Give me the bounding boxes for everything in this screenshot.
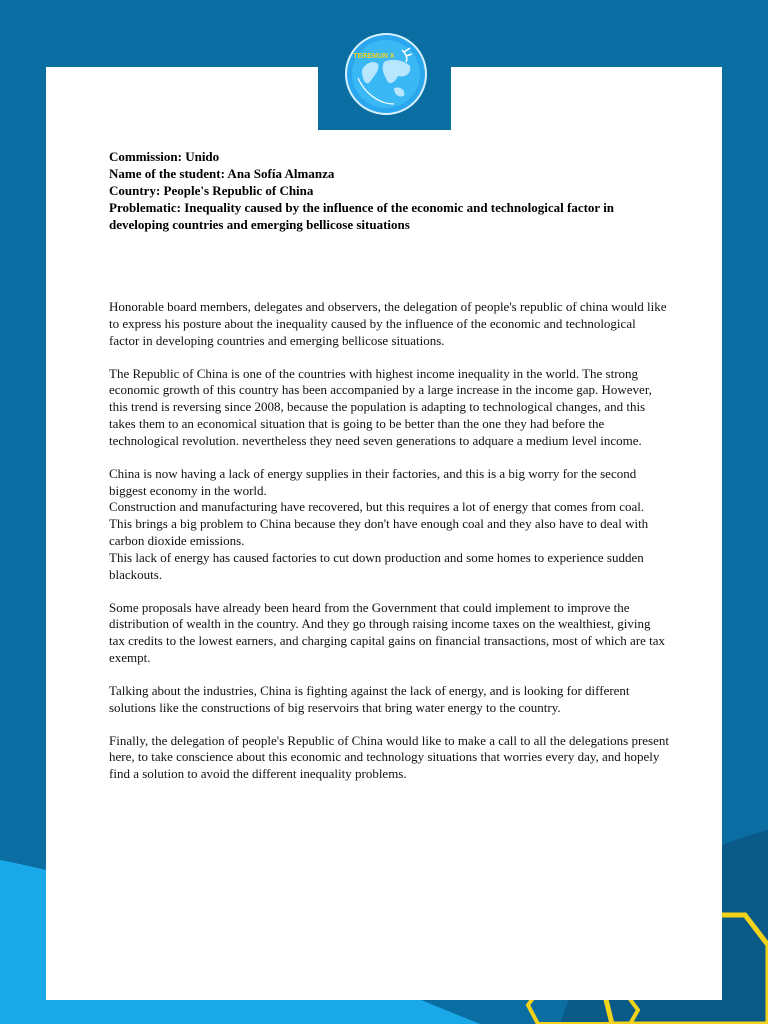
- paragraph-6: [109, 733, 669, 783]
- paragraph-line: Talking about the industries, China is fighting against the lack of energy, and is looking for different solutions like the constructions of big reservoirs that bring water energy to the country.: [109, 682, 630, 715]
- paragraph-line: Finally, the delegation of people's Republic of China would like to make a call to all the delegations present here, to take conscience about this economic and technology situations that worries every day, and hopely find a solution to avoid the different inequality problems.: [109, 732, 669, 782]
- globe-logo-icon: [344, 32, 428, 116]
- document-header: [109, 148, 669, 233]
- logo-text: TEREMUN X: [353, 53, 395, 60]
- paragraph-line: This brings a big problem to China because they don't have enough coal and they also have to deal with carbon dioxide emissions.: [109, 516, 649, 548]
- logo-banner: [318, 22, 451, 130]
- paragraph-5: [109, 683, 669, 717]
- paragraph-1: [109, 299, 669, 349]
- problematic-line: Problematic: Inequality caused by the influence of the economic and technological factor in developing countries and emerging bellicose situations: [109, 200, 615, 232]
- paragraph-line: China is now having a lack of energy supplies in their factories, and this is a big worry for the second biggest economy in the world.: [109, 465, 637, 498]
- paragraph-line: The Republic of China is one of the countries with highest income inequality in the world. The strong economic growth of this country has been accompanied by a large increase in the income gap. However, this trend is reversing since 2008, because the population is adapting to technological changes, and this takes them to an economical situation that is going to be better than the one they had before the technological revolution. nevertheless they need seven generations to adquare a medium level income.: [109, 365, 652, 448]
- paragraph-line: Honorable board members, delegates and observers, the delegation of people's republic of china would like to express his posture about the inequality caused by the influence of the economic and technological factor in developing countries and emerging bellicose situations.: [109, 299, 667, 348]
- paragraph-line: Some proposals have already been heard from the Government that could implement to improve the distribution of wealth in the country. And they go through raising income taxes on the wealthiest, giving tax credits to the lowest earners, and charging capital gains on financial transactions, most of which are tax exempt.: [109, 599, 666, 665]
- paragraph-3: [109, 466, 669, 584]
- paragraph-line: This lack of energy has caused factories to cut down production and some homes to experience sudden blackouts.: [109, 549, 644, 582]
- paragraph-4: [109, 600, 669, 667]
- student-line: Name of the student: Ana Sofía Almanza: [109, 166, 335, 181]
- commission-line: Commission: Unido: [109, 149, 220, 164]
- paragraph-2: [109, 366, 669, 450]
- country-line: Country: People's Republic of China: [109, 183, 314, 198]
- document-body: [109, 299, 669, 799]
- paragraph-line: Construction and manufacturing have recovered, but this requires a lot of energy that comes from coal.: [109, 499, 645, 515]
